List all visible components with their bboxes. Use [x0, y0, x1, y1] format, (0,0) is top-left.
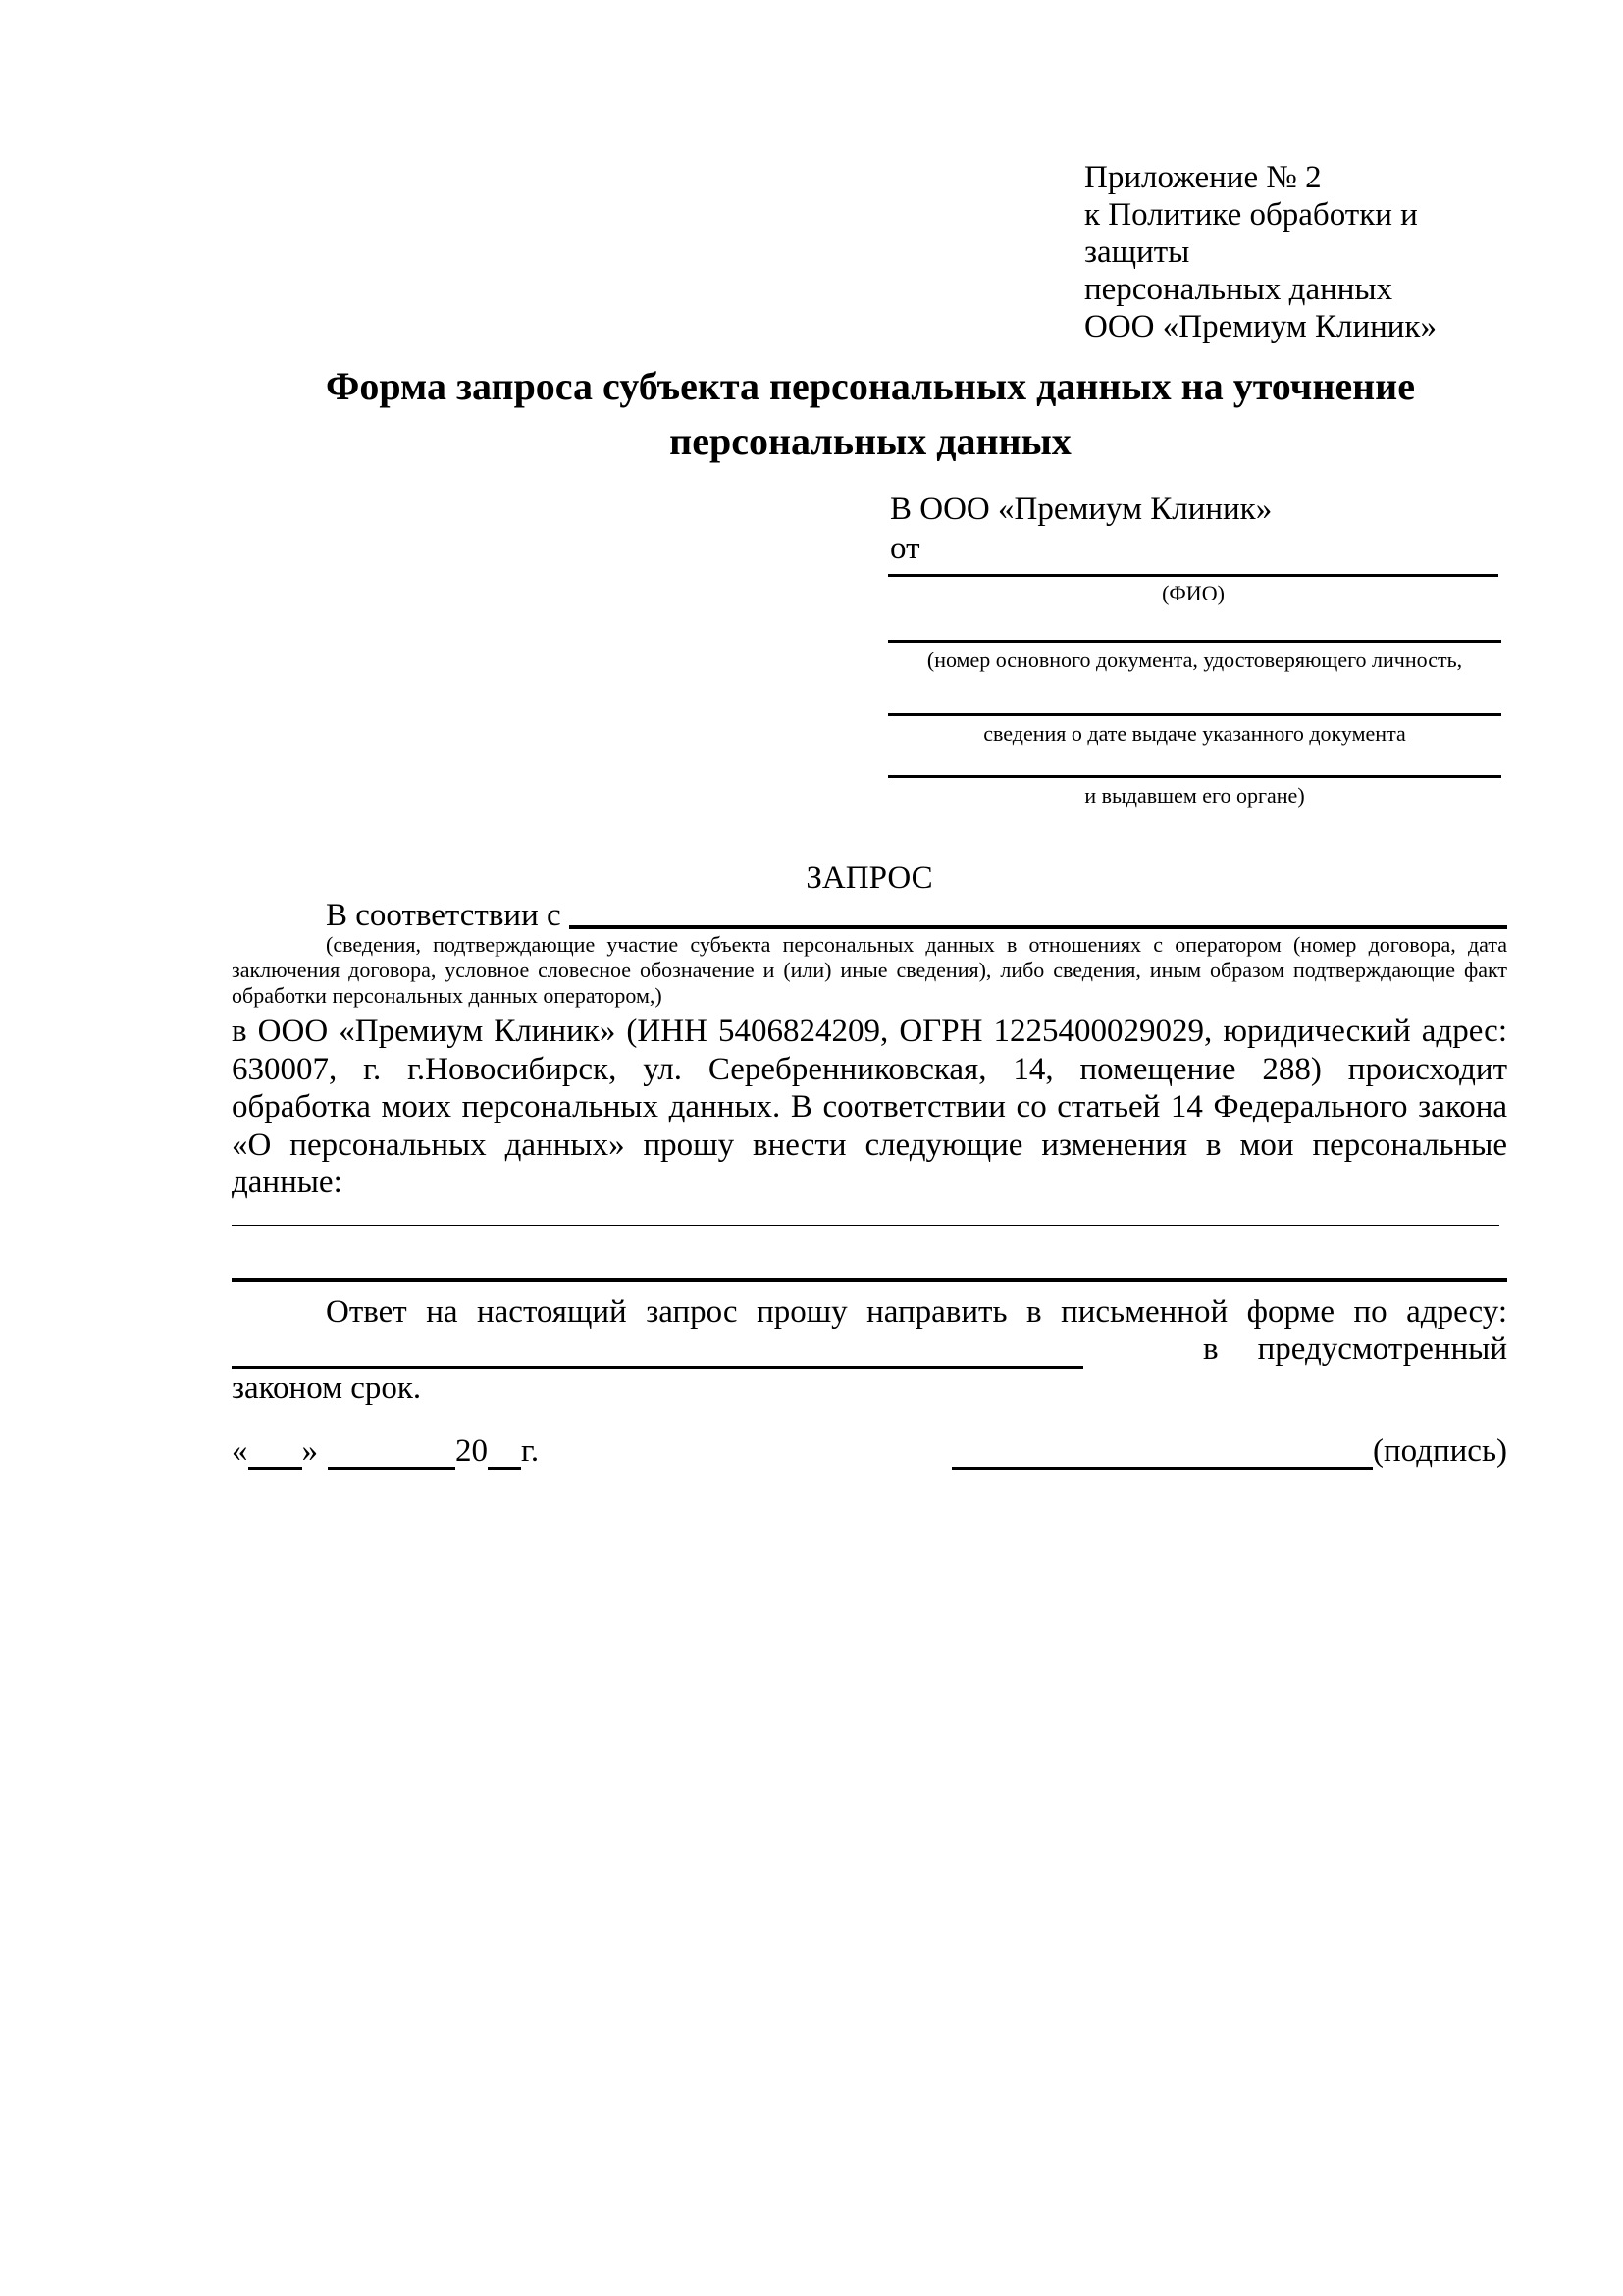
annex-note-line-3: персональных данных	[1084, 272, 1393, 307]
addressee-from-label: от	[890, 531, 920, 566]
annex-note-line-2: к Политике обработки и защиты	[1084, 197, 1418, 270]
reply-lead: Ответ на настоящий запрос прошу направить в письменной форме по адресу:	[326, 1294, 1507, 1330]
signature-blank-field[interactable]	[952, 1434, 1373, 1470]
annex-note-line-1: Приложение № 2	[1084, 160, 1322, 195]
date-year-suffix: г.	[521, 1434, 540, 1469]
reply-address-blank-field[interactable]	[232, 1366, 1083, 1369]
body-paragraph: в ООО «Премиум Клиник» (ИНН 5406824209, ОГРН 1225400029029, юридический адрес: 630007, г. г.Новосибирск, ул. Серебренниковская, 14, помещение 288) происходит обработка моих персональных данных. В соответствии со статьей 14 Федерального закона «О персональных данных» прошу внести следующие изменения в мои персональные данные:	[232, 1014, 1507, 1200]
page-title: Форма запроса субъекта персональных данных на уточнение персональных данных	[326, 364, 1415, 463]
date-day-blank-field[interactable]	[248, 1434, 302, 1470]
reply-address-row	[232, 1331, 1507, 1372]
intro-row	[232, 897, 1507, 934]
fio-blank-field[interactable]	[888, 574, 1498, 577]
reply-tail-line: законом срок.	[232, 1371, 422, 1406]
fine-print-note: (сведения, подтверждающие участие субъекта персональных данных в отношениях с оператором (номер договора, дата заключения договора, условное словесное обозначение и (или) иные сведения), либо сведения, иным образом подтверждающие факт обработки персональных данных оператором,)	[232, 932, 1507, 1008]
footer-row	[232, 1433, 1507, 1476]
issuing-authority-caption: и выдавшем его органе)	[1084, 783, 1305, 808]
annex-note-line-4: ООО «Премиум Клиник»	[1084, 309, 1437, 344]
date-year-blank-field[interactable]	[488, 1434, 521, 1470]
date-line	[232, 1433, 539, 1470]
signature-line	[952, 1433, 1507, 1470]
date-month-blank-field[interactable]	[328, 1434, 455, 1470]
basis-blank-field[interactable]	[569, 897, 1507, 929]
document-number-caption: (номер основного документа, удостоверяющего личность,	[926, 648, 1463, 672]
reply-tail-word-2: предусмотренный	[1257, 1331, 1507, 1367]
document-number-blank-field[interactable]	[888, 640, 1501, 643]
signature-caption: (подпись)	[1373, 1434, 1507, 1469]
addressee-to: В ООО «Премиум Клиник»	[890, 492, 1273, 527]
annex-note	[1084, 159, 1516, 345]
changes-blank-field-1[interactable]	[232, 1225, 1499, 1226]
paragraph-indent	[232, 897, 326, 934]
date-open-quote: «	[232, 1434, 248, 1469]
issue-date-blank-field[interactable]	[888, 713, 1501, 716]
date-close-quote: »	[301, 1434, 318, 1469]
intro-lead-text: В соответствии с	[326, 898, 561, 933]
fio-caption: (ФИО)	[1162, 581, 1225, 605]
issue-date-caption: сведения о дате выдаче указанного документа	[983, 721, 1406, 746]
reply-tail-word-1: в	[1203, 1331, 1219, 1367]
request-heading: ЗАПРОС	[806, 861, 933, 896]
changes-blank-field-2[interactable]	[232, 1278, 1507, 1282]
issuing-authority-blank-field[interactable]	[888, 775, 1501, 778]
date-year-prefix: 20	[455, 1434, 488, 1469]
